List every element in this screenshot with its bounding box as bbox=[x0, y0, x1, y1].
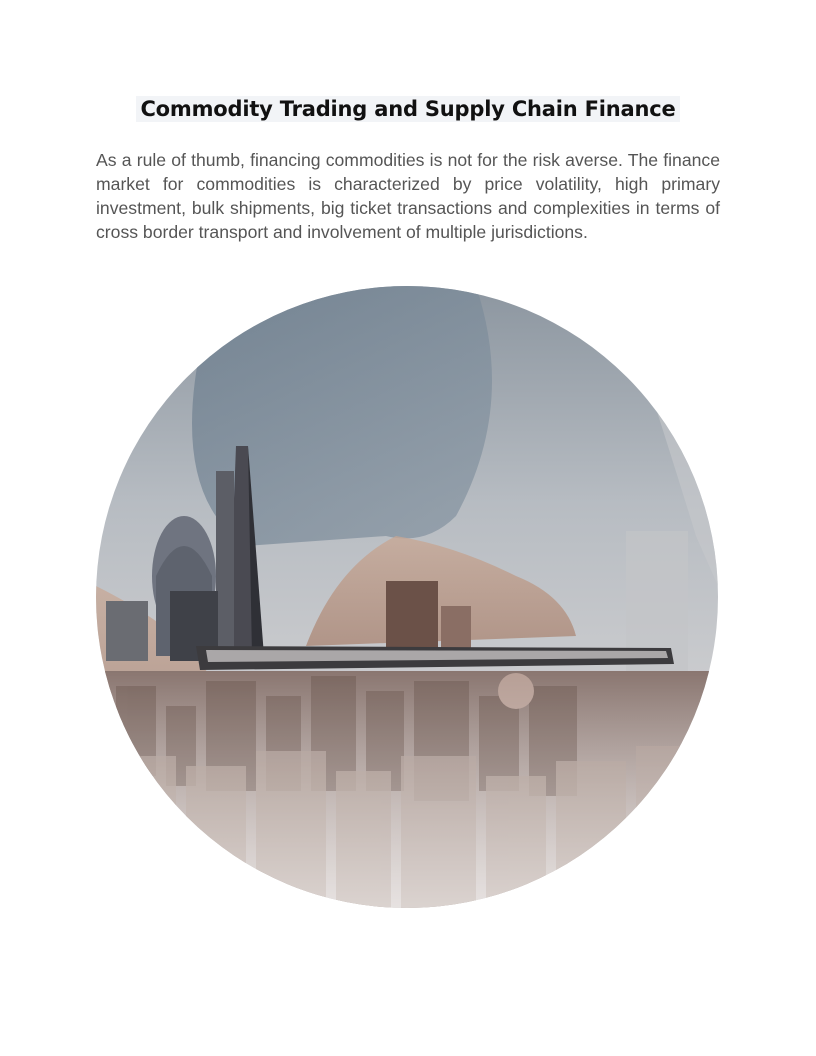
page-title: Commodity Trading and Supply Chain Finance bbox=[136, 96, 679, 122]
intro-paragraph: As a rule of thumb, financing commodities is not for the risk averse. The finance market for commodities is characterized by price volatility, high primary investment, bulk shipments, big ticket transactions and complexities in terms of cross border transport and involvement of multiple jurisdictions. bbox=[96, 150, 720, 242]
city-tablet-photo bbox=[96, 286, 718, 908]
title-container bbox=[0, 96, 816, 122]
